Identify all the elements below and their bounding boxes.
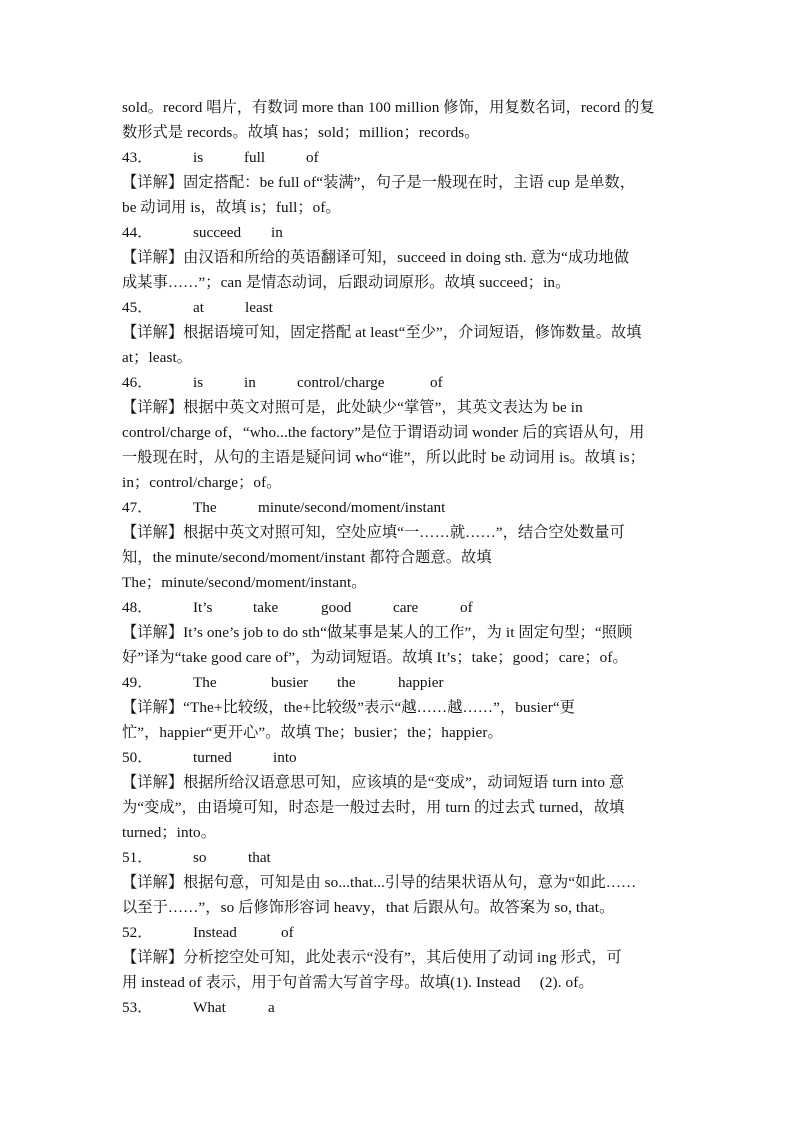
answer-word: of — [430, 374, 443, 391]
answer-word: of — [306, 149, 319, 166]
answer-number: 50． — [122, 749, 153, 766]
text-line: 【详解】It’s one’s job to do sth“做某事是某人的工作”，为 it 固定句型；“照顾 — [122, 624, 633, 641]
answer-word: minute/second/moment/instant — [258, 499, 446, 516]
answer-word: into — [273, 749, 297, 766]
answer-word: The — [193, 499, 217, 516]
text-line: 【详解】由汉语和所给的英语翻译可知，succeed in doing sth. 意为“成功地做 — [122, 249, 630, 266]
text-line: 【详解】固定搭配：be full of“装满”，句子是一般现在时，主语 cup 是单数， — [122, 174, 636, 191]
text-line: sold。record 唱片，有数词 more than 100 million 修饰，用复数名词，record 的复 — [122, 99, 655, 116]
answer-word: of — [460, 599, 473, 616]
answer-word: the — [337, 674, 356, 691]
answer-word: succeed — [193, 224, 242, 241]
answer-number: 53． — [122, 999, 153, 1016]
answer-word: that — [248, 849, 271, 866]
text-line: 好”译为“take good care of”，为动词短语。故填 It’s；take；good；care；of。 — [122, 649, 628, 666]
answer-word: care — [393, 599, 419, 616]
text-line: in；control/charge；of。 — [122, 474, 282, 491]
text-line: The；minute/second/moment/instant。 — [122, 574, 367, 591]
text-line: 用 instead of 表示，用于句首需大写首字母。故填(1). Instead (2). of。 — [122, 974, 594, 991]
answer-word: The — [193, 674, 217, 691]
answer-number: 49． — [122, 674, 153, 691]
answer-number: 47． — [122, 499, 153, 516]
answer-word: in — [271, 224, 283, 241]
answer-word: take — [253, 599, 279, 616]
text-line: 【详解】根据句意，可知是由 so...that...引导的结果状语从句，意为“如此…… — [122, 874, 637, 891]
answer-word: in — [244, 374, 256, 391]
answer-word: busier — [271, 674, 309, 691]
answer-word: Instead — [193, 924, 237, 941]
text-line: 以至于……”，so 后修饰形容词 heavy，that 后跟从句。故答案为 so, that。 — [122, 899, 615, 916]
answer-word: is — [193, 374, 204, 391]
text-line: 成某事……”；can 是情态动词，后跟动词原形。故填 succeed；in。 — [122, 274, 571, 291]
text-line: 【详解】“The+比较级，the+比较级”表示“越……越……”，busier“更 — [122, 699, 576, 716]
answer-number: 52． — [122, 924, 153, 941]
answer-number: 43． — [122, 149, 153, 166]
answer-number: 45． — [122, 299, 153, 316]
text-line: be 动词用 is，故填 is；full；of。 — [122, 199, 341, 216]
answer-word: happier — [398, 674, 444, 691]
answer-word: What — [193, 999, 226, 1016]
answer-word: so — [193, 849, 207, 866]
answer-word: of — [281, 924, 294, 941]
answer-word: at — [193, 299, 204, 316]
text-line: 【详解】根据所给汉语意思可知，应该填的是“变成”，动词短语 turn into 意 — [122, 774, 625, 791]
answer-word: least — [245, 299, 273, 316]
answer-number: 44． — [122, 224, 153, 241]
answer-word: good — [321, 599, 352, 616]
answer-word: is — [193, 149, 204, 166]
answer-word: It’s — [193, 599, 213, 616]
text-line: 为“变成”，由语境可知，时态是一般过去时，用 turn 的过去式 turned，故填 — [122, 799, 625, 816]
text-line: 忙”，happier“更开心”。故填 The；busier；the；happier。 — [122, 724, 503, 741]
text-line: 【详解】根据中英文对照可知，空处应填“一……就……”，结合空处数量可 — [122, 524, 625, 541]
answer-number: 46． — [122, 374, 153, 391]
answer-word: turned — [193, 749, 232, 766]
text-line: 【详解】分析挖空处可知，此处表示“没有”，其后使用了动词 ing 形式，可 — [122, 949, 622, 966]
text-line: 【详解】根据中英文对照可是，此处缺少“掌管”，其英文表达为 be in — [122, 399, 583, 416]
text-line: 【详解】根据语境可知，固定搭配 at least“至少”，介词短语，修饰数量。故填 — [122, 324, 642, 341]
answer-word: full — [244, 149, 266, 166]
answer-number: 51． — [122, 849, 153, 866]
text-line: turned；into。 — [122, 824, 217, 841]
answer-number: 48． — [122, 599, 153, 616]
answer-word: a — [268, 999, 275, 1016]
text-line: 一般现在时，从句的主语是疑问词 who“谁”，所以此时 be 动词用 is。故填 is； — [122, 449, 645, 466]
text-line: at；least。 — [122, 349, 193, 366]
text-line: 数形式是 records。故填 has；sold；million；records。 — [122, 124, 480, 141]
text-line: 知，the minute/second/moment/instant 都符合题意。故填 — [122, 549, 492, 566]
answer-word: control/charge — [297, 374, 385, 391]
text-line: control/charge of，“who...the factory”是位于谓语动词 wonder 后的宾语从句，用 — [122, 424, 645, 441]
